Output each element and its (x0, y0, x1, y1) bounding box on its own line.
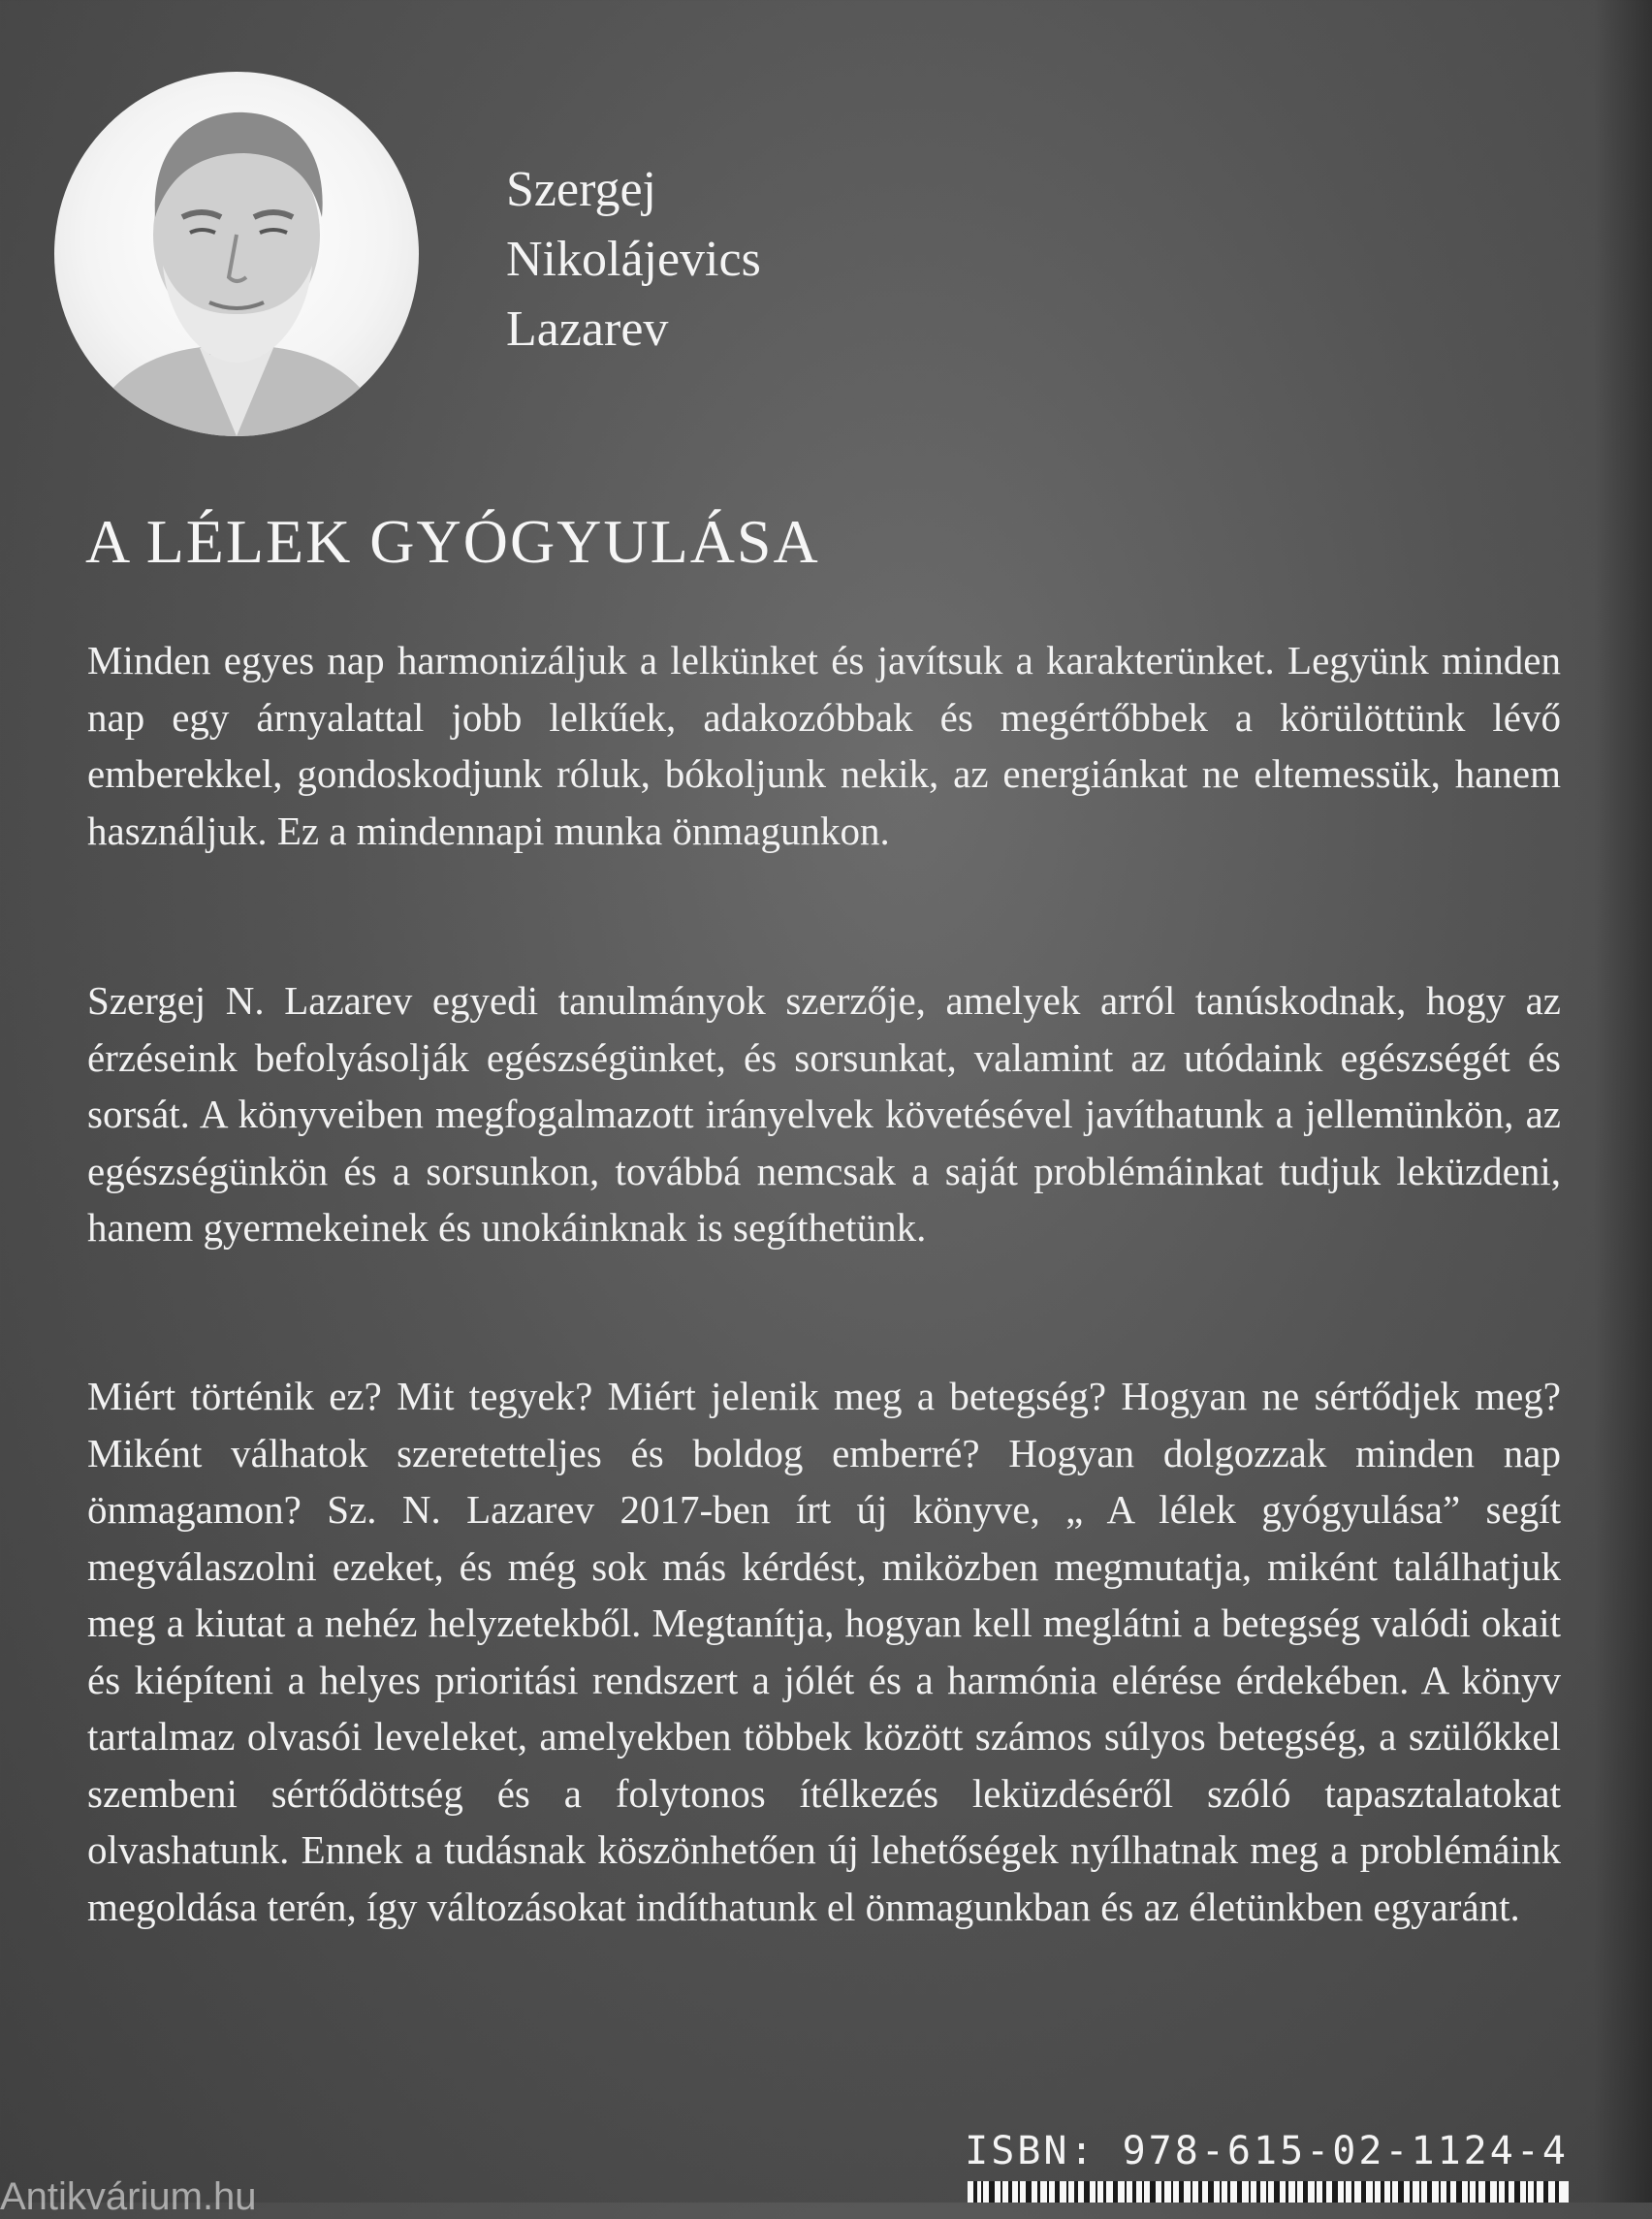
author-portrait-icon (54, 72, 419, 436)
isbn-label: ISBN: 978-615-02-1124-4 (965, 2129, 1569, 2173)
blurb-paragraph: Szergej N. Lazarev egyedi tanulmányok szerzője, amelyek arról tanúskodnak, hogy az érzéseink befolyásolják egészségünket, és sorsunkat, valamint az utódaink egészségét és sorsát. A könyveiben megfogalmazott irányelvek követésével javíthatunk a jellemünkön, az egészségünkön és a sorsunkon, továbbá nemcsak a saját problémáinkat tudjuk leküzdeni, hanem gyermekeinek és unokáinknak is segíthetünk. (87, 978, 1561, 1250)
blurb-paragraph: Miért történik ez? Mit tegyek? Miért jelenik meg a betegség? Hogyan ne sértődjek meg? Miként válhatok szeretetteljes és boldog emberré? Hogyan dolgozzak minden nap önmagamon? Sz. N. Lazarev 2017-ben írt új könyve, „ A lélek gyógyulása” segít megválaszolni ezeket, és még sok más kérdést, miközben megmutatja, miként találhatjuk meg a kiutat a nehéz helyzetekből. Megtanítja, hogyan kell meglátni a betegség valódi okait és kiépíteni a helyes prioritási rendszert a jólét és a harmónia elérése érdekében. A könyv tartalmaz olvasói leveleket, amelyekben többek között számos súlyos betegség, a szülőkkel szembeni sértődöttség és a folytonos ítélkezés leküzdéséről szóló tapasztalatokat olvashatunk. Ennek a tudásnak köszönhetően új lehetőségek nyílhatnak meg a problémáink megoldása terén, így változásokat indíthatunk el önmagunkban és az életünkben egyaránt. (87, 1374, 1561, 1929)
watermark: Antikvárium.hu (0, 2175, 257, 2218)
author-portrait (54, 72, 419, 436)
blurb-paragraph: Minden egyes nap harmonizáljuk a lelkünket és javítsuk a karakterünket. Legyünk minden nap egy árnyalattal jobb lelkűek, adakozóbbak és megértőbbek a körülöttünk lévő emberekkel, gondoskodjunk róluk, bókoljunk nekik, az energiánkat ne eltemessük, hanem használjuk. Ez a mindennapi munka önmagunkon. (87, 638, 1561, 853)
author-first-name: Szergej (506, 162, 656, 217)
author-name (506, 155, 761, 365)
spine-shadow (1594, 0, 1652, 2203)
author-patronymic: Nikolájevics (506, 232, 761, 287)
barcode-icon (968, 2181, 1569, 2203)
book-title: A LÉLEK GYÓGYULÁSA (85, 507, 820, 576)
author-last-name: Lazarev (506, 301, 669, 357)
